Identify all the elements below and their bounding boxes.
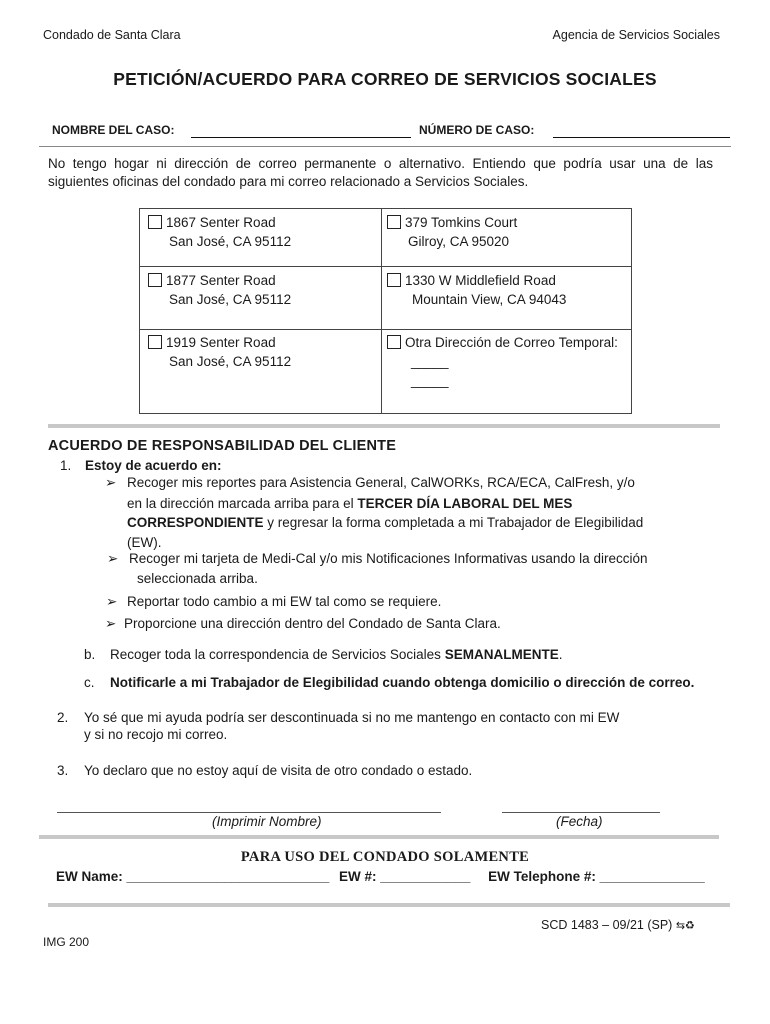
office-option-379[interactable] — [382, 209, 631, 249]
case-name-field[interactable] — [191, 137, 411, 138]
ew-telephone-field[interactable]: EW Telephone #: ______________ — [488, 869, 705, 884]
item-2-line-2: y si no recojo mi correo. — [84, 727, 228, 742]
bullet-arrow-icon: ➢ — [107, 551, 119, 566]
section-divider — [48, 424, 720, 428]
bullet-1-line-4: (EW). — [127, 535, 162, 550]
date-caption: (Fecha) — [556, 814, 603, 829]
office-option-1867[interactable] — [140, 209, 381, 249]
office-line2: San José, CA 95112 — [169, 354, 292, 369]
bullet-3: Reportar todo cambio a mi EW tal como se requiere. — [127, 594, 442, 609]
form-code — [541, 918, 695, 932]
section-divider — [48, 903, 730, 907]
bullet-1-line-2 — [127, 494, 572, 514]
case-number-field[interactable] — [553, 137, 730, 138]
checkbox[interactable] — [148, 335, 162, 349]
bullet-1-line-1: Recoger mis reportes para Asistencia General, CalWORKs, RCA/ECA, CalFresh, y/o — [127, 475, 635, 490]
form-code-text: SCD 1483 – 09/21 (SP) — [541, 918, 673, 932]
bullet-arrow-icon: ➢ — [106, 594, 118, 609]
divider — [39, 146, 731, 147]
item-b-letter: b. — [84, 647, 96, 662]
ew-name-field[interactable]: EW Name: ___________________________ — [56, 869, 330, 884]
checkbox[interactable] — [148, 273, 162, 287]
office-line2: Mountain View, CA 94043 — [412, 292, 567, 307]
bullet-1-bold: CORRESPONDIENTE — [127, 515, 264, 530]
office-table — [139, 208, 632, 414]
ew-row — [56, 869, 711, 884]
print-name-caption: (Imprimir Nombre) — [212, 814, 322, 829]
item-3-number: 3. — [57, 763, 69, 778]
item-1-number: 1. — [60, 458, 72, 473]
date-field[interactable] — [502, 812, 660, 813]
item-b-plain: Recoger toda la correspondencia de Servicios Sociales — [110, 647, 441, 662]
office-line2: San José, CA 95112 — [169, 292, 292, 307]
header-agency: Agencia de Servicios Sociales — [552, 28, 720, 42]
section-divider — [39, 835, 719, 839]
item-c-text: Notificarle a mi Trabajador de Elegibilidad cuando obtenga domicilio o dirección de correo. — [110, 675, 695, 690]
temp-address-line-2[interactable]: _____ — [411, 373, 449, 388]
checkbox[interactable] — [387, 273, 401, 287]
office-option-1330[interactable] — [382, 267, 631, 307]
ew-number-field[interactable]: EW #: ____________ — [339, 869, 471, 884]
office-option-1919[interactable] — [140, 330, 381, 369]
item-b-period: . — [558, 647, 563, 662]
checkbox[interactable] — [148, 215, 162, 229]
item-2-number: 2. — [57, 710, 69, 725]
office-line1: 1867 Senter Road — [166, 215, 276, 230]
bullet-arrow-icon: ➢ — [105, 475, 117, 490]
county-use-title: PARA USO DEL CONDADO SOLAMENTE — [240, 849, 530, 865]
form-title: PETICIÓN/ACUERDO PARA CORREO DE SERVICIOS SOCIALES — [113, 69, 657, 89]
case-name-label: NOMBRE DEL CASO: — [52, 123, 175, 137]
office-line1: 379 Tomkins Court — [405, 215, 518, 230]
image-number: IMG 200 — [43, 935, 90, 949]
office-line2: San José, CA 95112 — [169, 234, 292, 249]
bullet-2-line-1: Recoger mi tarjeta de Medi-Cal y/o mis Notificaciones Informativas usando la dirección — [129, 551, 648, 566]
item-3-text: Yo declaro que no estoy aquí de visita de otro condado o estado. — [84, 763, 473, 778]
case-number-label: NÚMERO DE CASO: — [419, 123, 535, 137]
office-line1: 1330 W Middlefield Road — [405, 273, 556, 288]
item-b-bold: SEMANALMENTE — [444, 647, 559, 662]
temp-address-line-1[interactable]: _____ — [411, 354, 449, 369]
item-1-label: Estoy de acuerdo en: — [85, 458, 222, 473]
print-name-field[interactable] — [57, 812, 441, 813]
bullet-arrow-icon: ➢ — [105, 616, 117, 631]
bullet-1-text: y regresar la forma completada a mi Trabajador de Elegibilidad — [267, 515, 644, 530]
checkbox[interactable] — [387, 335, 401, 349]
bullet-4: Proporcione una dirección dentro del Condado de Santa Clara. — [124, 616, 501, 631]
item-b-text — [110, 645, 562, 665]
item-2-line-1: Yo sé que mi ayuda podría ser descontinuada si no me mantengo en contacto con mi EW — [84, 710, 620, 725]
office-line1: 1919 Senter Road — [166, 335, 276, 350]
bullet-2-line-2: seleccionada arriba. — [137, 571, 258, 586]
bullet-1-line-3 — [127, 513, 643, 533]
office-line1: Otra Dirección de Correo Temporal: — [405, 335, 618, 350]
intro-paragraph: No tengo hogar ni dirección de correo permanente o alternativo. Entiendo que podría usar una de las siguientes oficinas del condado para mi correo relacionado a Servicios Sociales. — [48, 156, 713, 189]
bullet-1-bold: TERCER DÍA LABORAL DEL MES — [357, 496, 573, 511]
office-option-other[interactable] — [382, 330, 631, 388]
bullet-1-text: en la dirección marcada arriba para el — [127, 496, 354, 511]
section-title: ACUERDO DE RESPONSABILIDAD DEL CLIENTE — [48, 438, 397, 454]
recycle-icon: ⇆♻ — [675, 920, 695, 932]
item-c-letter: c. — [84, 675, 95, 690]
office-option-1877[interactable] — [140, 267, 381, 307]
header-county: Condado de Santa Clara — [43, 28, 181, 42]
office-line2: Gilroy, CA 95020 — [408, 234, 510, 249]
office-line1: 1877 Senter Road — [166, 273, 276, 288]
checkbox[interactable] — [387, 215, 401, 229]
